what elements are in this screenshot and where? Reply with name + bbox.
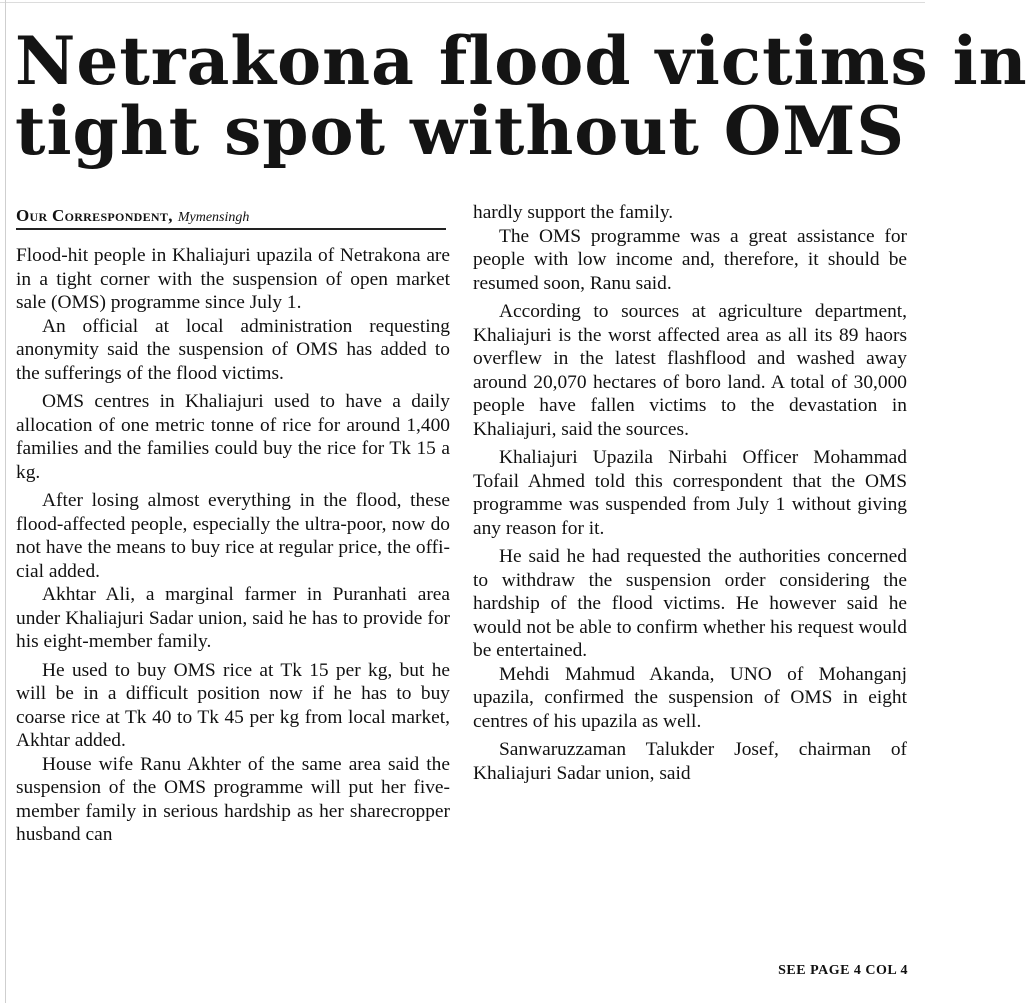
left-border-rule (5, 0, 6, 1003)
byline-location: Mymensingh (177, 210, 250, 225)
headline (15, 22, 1028, 170)
paragraph: Khaliajuri Upazila Nirbahi Officer Mohammad Tofail Ahmed told this correspondent that the OMS programme was suspended from July 1 without giving any reason for it. (473, 447, 907, 539)
paragraph: The OMS programme was a great assistance for people with low income and, therefore, it should be resumed soon, Ranu said. (473, 225, 907, 294)
paragraph: Sanwaruzzaman Talukder Josef, chairman of Khaliajuri Sadar union, said (473, 739, 907, 784)
paragraph: House wife Ranu Akhter of the same area said the suspension of the OMS programme will put her five-member family in serious hardship as her sharecropper husband can (16, 753, 450, 845)
paragraph: An official at local administration requesting anonymity said the suspension of OMS has added to the sufferings of the flood victims. (16, 315, 450, 384)
paragraph: He said he had requested the authorities concerned to withdraw the suspension order considering the hardship of the flood victims. He however said he would not be able to confirm whether his request would be entertained. (473, 546, 907, 661)
paragraph: Mehdi Mahmud Akanda, UNO of Mohanganj upazila, confirmed the suspension of OMS in eight centres of his upazila as well. (473, 663, 907, 732)
paragraph: OMS centres in Khaliajuri used to have a daily allocation of one metric tonne of rice for around 1,400 families and the families could buy the rice for Tk 15 a kg. (16, 391, 450, 483)
article-column-right (473, 201, 907, 785)
top-border-rule (0, 2, 925, 3)
article-column-left (16, 244, 450, 847)
paragraph: After losing almost everything in the flood, these flood-affected people, especially the ultra-poor, now do not have the means to buy rice at regular price, the official added. (16, 490, 450, 582)
headline-line-2: tight spot without OMS (15, 92, 905, 170)
headline-line-1: Netrakona flood victims in (15, 22, 1028, 100)
paragraph: Flood-hit people in Khaliajuri upazila of Netrakona are in a tight corner with the suspension of open market sale (OMS) programme since July 1. (16, 245, 450, 313)
paragraph: According to sources at agriculture department, Khaliajuri is the worst affected area as all its 89 haors overflew in the latest flashflood and washed away around 20,070 hectares of boro land. A total of 30,000 people have fallen victims to the devastation in Khaliajuri, said the sources. (473, 301, 907, 440)
byline (16, 206, 446, 230)
byline-author: Our Correspondent, (16, 206, 173, 225)
continued-on-page-label: SEE PAGE 4 COL 4 (778, 963, 908, 978)
paragraph: He used to buy OMS rice at Tk 15 per kg, but he will be in a difficult position now if he has to buy coarse rice at Tk 40 to Tk 45 per kg from local market, Akhtar added. (16, 659, 450, 751)
paragraph: hardly support the family. (473, 202, 674, 223)
paragraph: Akhtar Ali, a marginal farmer in Puranhati area under Khaliajuri Sadar union, said he has to provide for his eight-member family. (16, 584, 450, 652)
